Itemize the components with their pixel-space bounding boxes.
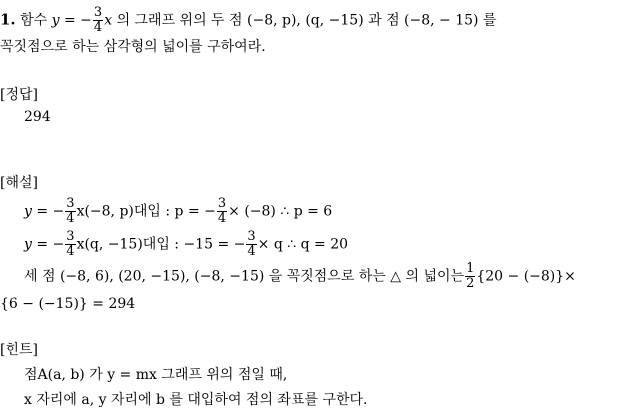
fraction: $\frac{3}{4}$ (247, 229, 256, 259)
solution-heading: [해설] (0, 175, 38, 191)
fraction: $\frac{3}{4}$ (217, 196, 227, 226)
hint-line-2: x 자리에 a, y 자리에 b 를 대입하여 점의 좌표를 구한다. (24, 392, 368, 408)
solution-line-1: y = − $\frac{3}{4}$ x(−8, p)대입 : p = − $\frac{3}{4}$ × (−8) ∴ p = 6 (24, 196, 333, 226)
equation-var: x (104, 12, 113, 29)
hint-line-1: 점A(a, b) 가 y = mx 그래프 위의 점일 때, (24, 367, 288, 383)
fraction: $\frac{3}{4}$ (66, 229, 75, 259)
problem-line-2: 꼭짓점으로 하는 삼각형의 넓이를 구하여라. (0, 39, 266, 55)
fraction: $\frac{1}{2}$ (466, 261, 475, 291)
equation-lhs: y = − (51, 12, 92, 29)
problem-line-1 (0, 6, 497, 35)
solution-line-2: y = − $\frac{3}{4}$ x(q, −15)대입 : −15 = − $\frac{3}{4}$ × q ∴ q = 20 (24, 229, 349, 259)
problem-prefix: 함수 (20, 12, 48, 29)
hint-heading: [힌트] (0, 342, 38, 358)
solution-line-3: 세 점 (−8, 6), (20, −15), (−8, −15) 을 꼭짓점으로 하는 △ 의 넓이는 $\frac{1}{2}$ {20 − (−8)}× (24, 261, 576, 291)
solution-line-4: {6 − (−15)} = 294 (0, 296, 136, 312)
problem-text: 의 그래프 위의 두 점 (−8, p), (q, −15) 과 점 (−8, − 15) 를 (116, 12, 497, 29)
fraction: $\frac{3}{4}$ (93, 5, 103, 35)
fraction: $\frac{3}{4}$ (66, 196, 75, 226)
problem-number: 1. (0, 10, 16, 29)
answer-value: 294 (24, 109, 51, 125)
answer-heading: [정답] (0, 87, 38, 103)
